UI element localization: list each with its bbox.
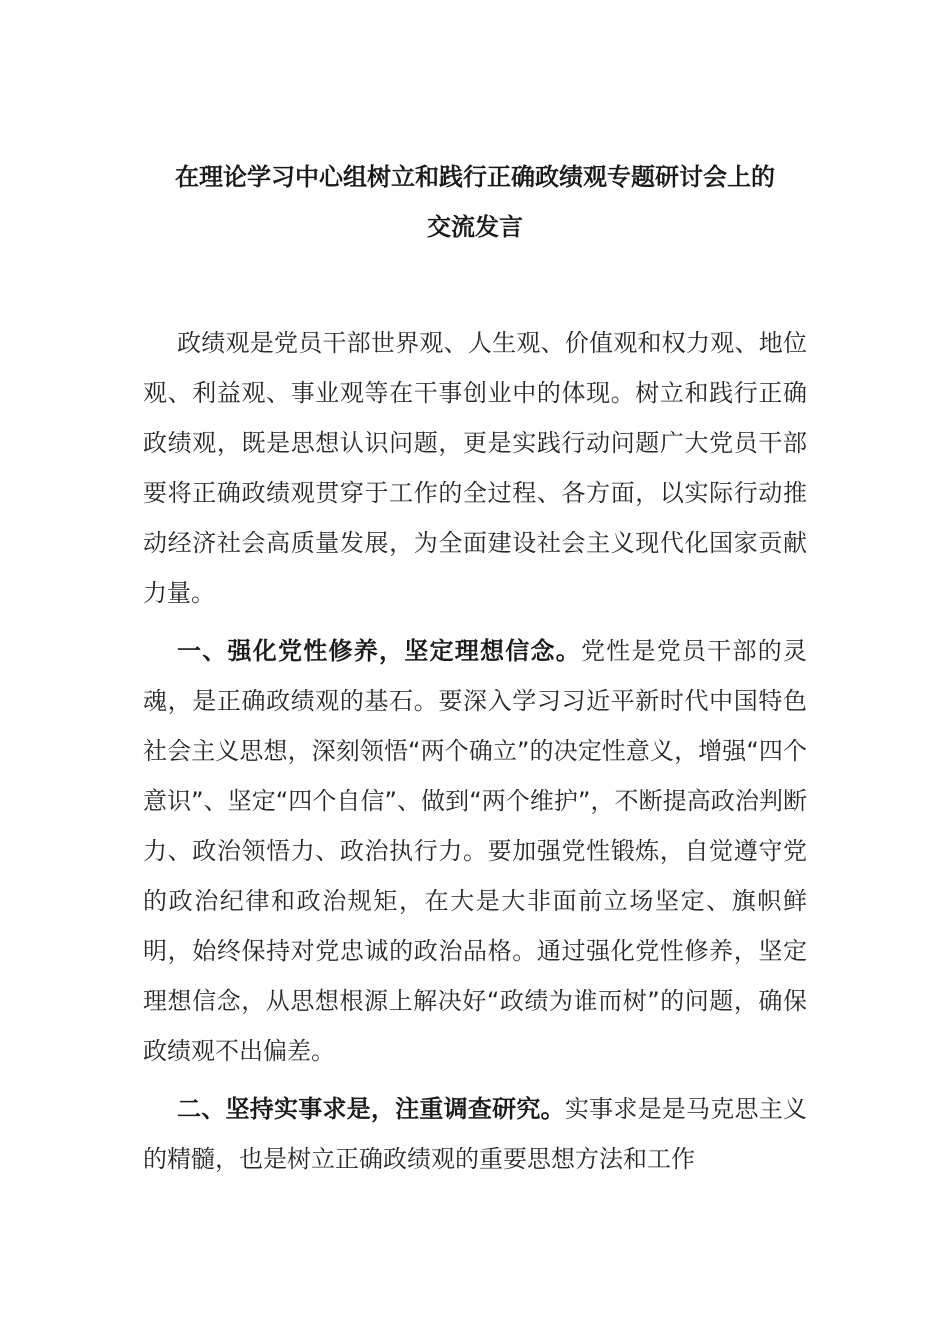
- section-1-text: 党性是党员干部的灵魂，是正确政绩观的基石。要深入学习习近平新时代中国特色社会主义思想，深刻领悟“两个确立”的决定性意义，增强“四个意识”、坚定“四个自信”、做到“两个维护”，不断提高政治判断力、政治领悟力、政治执行力。要加强党性锻炼，自觉遵守党的政治纪律和政治规矩，在大是大非面前立场坚定、旗帜鲜明，始终保持对党忠诚的政治品格。通过强化党性修养，坚定理想信念，从思想根源上解决好“政绩为谁而树”的问题，确保政绩观不出偏差。: [143, 637, 807, 1065]
- section-2-heading: 二、坚持实事求是，注重调查研究。: [177, 1095, 565, 1123]
- title-line-2: 交流发言: [427, 213, 523, 241]
- title-line-1: 在理论学习中心组树立和践行正确政绩观专题研讨会上的: [175, 163, 775, 191]
- section-1-paragraph: [143, 626, 807, 1076]
- section-2-text: 实事求是是马克思主义的精髓，也是树立正确政绩观的重要思想方法和工作: [143, 1095, 808, 1173]
- document-title: [143, 152, 807, 252]
- intro-paragraph: 政绩观是党员干部世界观、人生观、价值观和权力观、地位观、利益观、事业观等在干事创业中的体现。树立和践行正确政绩观，既是思想认识问题，更是实践行动问题广大党员干部要将正确政绩观贯穿于工作的全过程、各方面，以实际行动推动经济社会高质量发展，为全面建设社会主义现代化国家贡献力量。: [143, 329, 807, 607]
- section-1-heading: 一、强化党性修养，坚定理想信念。: [177, 637, 581, 665]
- section-2-paragraph: [143, 1084, 807, 1184]
- document-body: [143, 318, 807, 1184]
